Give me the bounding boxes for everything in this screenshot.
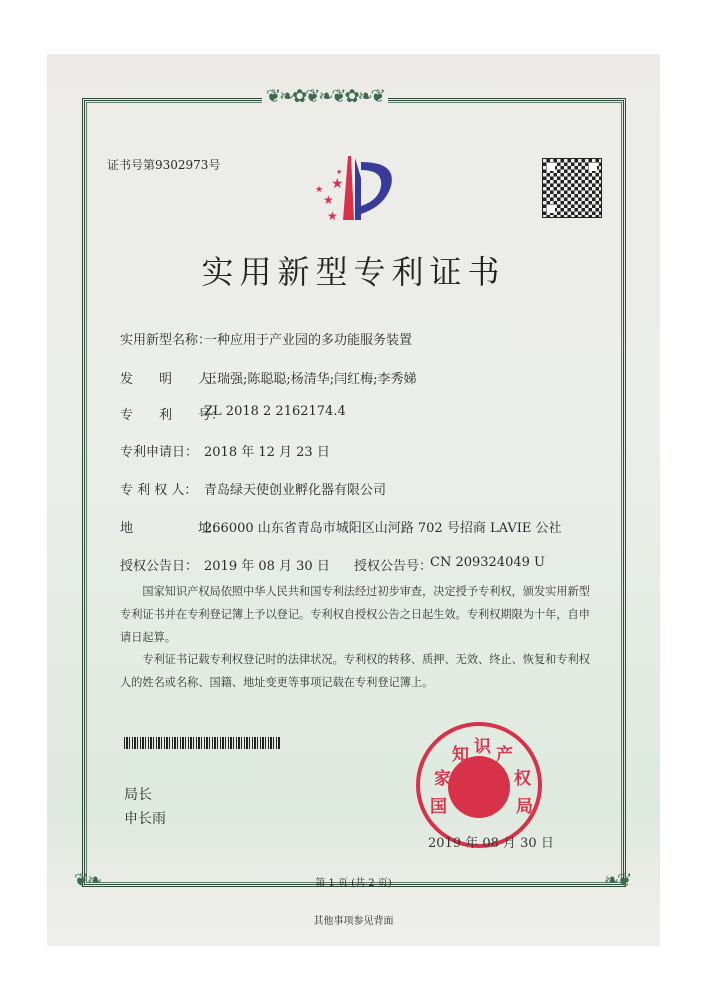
svg-text:★: ★ xyxy=(336,168,343,176)
field-value-inventors: 王瑞强;陈聪聪;杨清华;闫红梅;李秀娣 xyxy=(204,372,417,387)
signatory-title: 局长 xyxy=(124,787,152,803)
field-value-patentee: 青岛绿天使创业孵化器有限公司 xyxy=(204,483,387,498)
field-label-grant-date: 授权公告日： xyxy=(120,559,199,574)
field-label-filing-date: 专利申请日： xyxy=(120,445,199,460)
certificate-number: 证书号第9302973号 xyxy=(107,158,221,172)
field-label-name: 实用新型名称： xyxy=(120,333,212,348)
field-value-address: 266000 山东省青岛市城阳区山河路 702 号招商 LAVIE 公社 xyxy=(204,521,562,536)
footer-note: 其他事项参见背面 xyxy=(313,916,394,927)
svg-text:★: ★ xyxy=(327,209,338,223)
certificate-title: 实用新型专利证书 xyxy=(201,253,506,291)
field-label-announcement-no: 授权公告号： xyxy=(354,559,433,574)
bottom-right-ornament: ❧❦ xyxy=(604,870,631,891)
field-value-patent-no: ZL 2018 2 2162174.4 xyxy=(204,404,346,419)
field-label-patent-no: 专 利 号： xyxy=(120,408,225,423)
barcode xyxy=(124,737,280,749)
cnipa-logo xyxy=(305,148,405,226)
field-label-inventors: 发 明 人： xyxy=(120,372,225,387)
field-label-address: 地 址： xyxy=(120,521,225,536)
top-ornament: ❦❧✿❦❧❦✿❧❦ xyxy=(262,86,388,107)
seal-date: 2019 年 08 月 30 日 xyxy=(428,836,554,851)
statement-paragraph-2: 专利证书记载专利权登记时的法律状况。专利权的转移、质押、无效、终止、恢复和专利权人的姓名或名称、国籍、地址变更等事项记载在专利登记簿上。 xyxy=(120,653,590,689)
national-emblem-icon xyxy=(448,756,510,818)
field-value-announcement-no: CN 209324049 U xyxy=(430,555,545,570)
bottom-left-ornament: ❦❧ xyxy=(74,870,101,891)
qr-code xyxy=(542,158,602,218)
signatory-name: 申长雨 xyxy=(124,811,166,827)
field-value-filing-date: 2018 年 12 月 23 日 xyxy=(204,445,330,460)
field-value-grant-date: 2019 年 08 月 30 日 xyxy=(204,559,330,574)
svg-text:★: ★ xyxy=(323,193,334,207)
official-seal: 国 家 知 识 产 权 局 xyxy=(416,722,542,848)
svg-text:★: ★ xyxy=(315,185,324,195)
statement-paragraph-1: 国家知识产权局依照中华人民共和国专利法经过初步审查，决定授予专利权，颁发实用新型专利证书并在专利登记簿上予以登记。专利权自授权公告之日起生效。专利权期限为十年，自申请日起算。 xyxy=(120,585,590,644)
field-label-patentee: 专 利 权 人： xyxy=(120,483,198,498)
svg-text:★: ★ xyxy=(331,176,344,192)
page-indicator: 第 1 页 (共 2 页) xyxy=(315,878,392,889)
field-value-name: 一种应用于产业园的多功能服务装置 xyxy=(204,333,413,348)
